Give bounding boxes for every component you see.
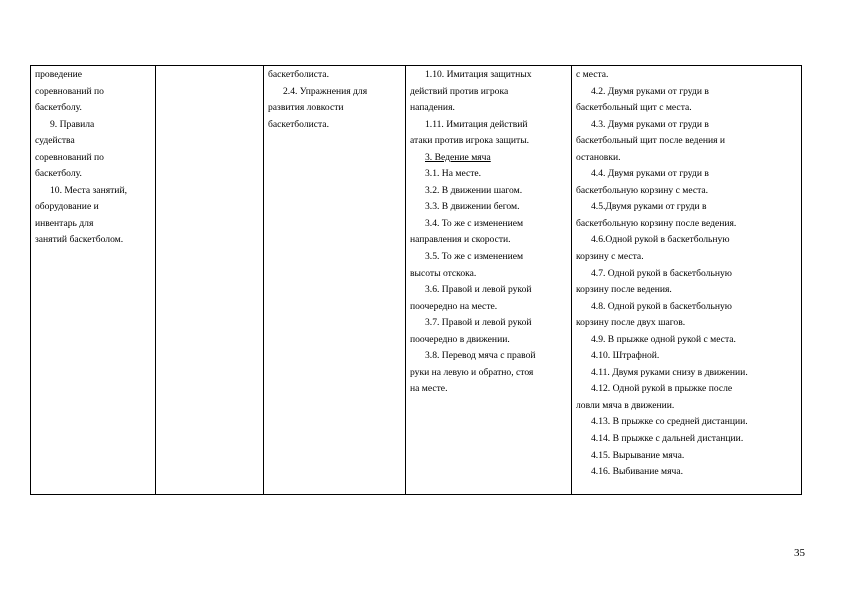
text-line: 3.4. То же с изменением [425,217,524,229]
text-line: 1.11. Имитация действий [425,118,528,130]
text-line: корзину после ведения. [576,284,672,296]
text-line: действий против игрока [410,85,509,97]
text-line: 1.10. Имитация защитных [425,69,532,80]
text-line: 2.4. Упражнения для [283,85,368,97]
text-line: баскетбольную корзину с места. [576,184,709,196]
text-line: баскетбольный щит после ведения и [576,135,726,147]
text-line: судейства [35,135,75,147]
text-line: 4.16. Выбивание мяча. [591,466,683,478]
text-line: 4.9. В прыжке одной рукой с места. [591,333,736,345]
text-line: 4.13. В прыжке со средней дистанции. [591,416,748,428]
text-line: корзину с места. [576,251,644,263]
text-line: руки на левую и обратно, стоя [410,366,534,378]
text-line: 4.12. Одной рукой в прыжке после [591,383,733,395]
table-column-3 [264,66,406,494]
page-number: 35 [794,547,805,559]
text-line: направления и скорости. [410,234,511,246]
text-line: проведение [35,69,82,80]
content-table [30,65,802,495]
text-line: с места. [576,69,609,80]
text-line: баскетболу. [35,102,82,114]
text-line: баскетболу. [35,168,82,180]
text-line: 3.5. То же с изменением [425,251,524,263]
text-line: 4.6.Одной рукой в баскетбольную [591,234,730,246]
text-line: 3.3. В движении бегом. [425,201,520,213]
table-column-4 [406,66,572,494]
text-line: 3.8. Перевод мяча с правой [425,350,536,362]
text-line: нападения. [410,102,455,114]
text-line: 4.4. Двумя руками от груди в [591,168,709,180]
text-line: 3.1. На месте. [425,168,482,180]
text-line: поочередно на месте. [410,300,498,312]
text-line: поочередно в движении. [410,333,510,345]
text-line: оборудование и [35,201,99,213]
text-line: высоты отскока. [410,267,477,279]
text-line: 4.14. В прыжке с дальней дистанции. [591,433,744,445]
text-line: 4.10. Штрафной. [591,350,660,362]
text-line: 3.7. Правой и левой рукой [425,317,532,329]
text-line: 9. Правила [50,118,95,130]
text-line: на месте. [410,383,448,395]
text-line: 4.11. Двумя руками снизу в движении. [591,366,748,378]
text-line: атаки против игрока защиты. [410,135,530,147]
text-line: 3. Ведение мяча [425,151,491,163]
text-line: 4.3. Двумя руками от груди в [591,118,709,130]
text-line: 4.5.Двумя руками от груди в [591,201,707,213]
text-line: баскетбольную корзину после ведения. [576,217,737,229]
text-line: 3.2. В движении шагом. [425,184,523,196]
text-line: 3.6. Правой и левой рукой [425,284,532,296]
text-line: баскетболиста. [268,69,329,80]
text-line: баскетбольный щит с места. [576,102,692,114]
table-column-2 [156,66,264,494]
text-line: 4.8. Одной рукой в баскетбольную [591,300,732,312]
text-line: 4.15. Вырывание мяча. [591,449,685,461]
text-line: 10. Места занятий, [50,184,127,196]
text-line: соревнований по [35,85,104,97]
text-line: 4.7. Одной рукой в баскетбольную [591,267,732,279]
table-column-1 [31,66,156,494]
text-line: развития ловкости [268,102,344,114]
text-line: соревнований по [35,151,104,163]
text-line: инвентарь для [35,217,94,229]
text-line: баскетболиста. [268,118,329,130]
text-line: 4.2. Двумя руками от груди в [591,85,709,97]
text-line: занятий баскетболом. [35,234,124,246]
text-line: ловли мяча в движении. [576,399,675,411]
text-line: корзину после двух шагов. [576,317,686,329]
text-line: остановки. [576,151,621,163]
table-column-5 [572,66,801,494]
